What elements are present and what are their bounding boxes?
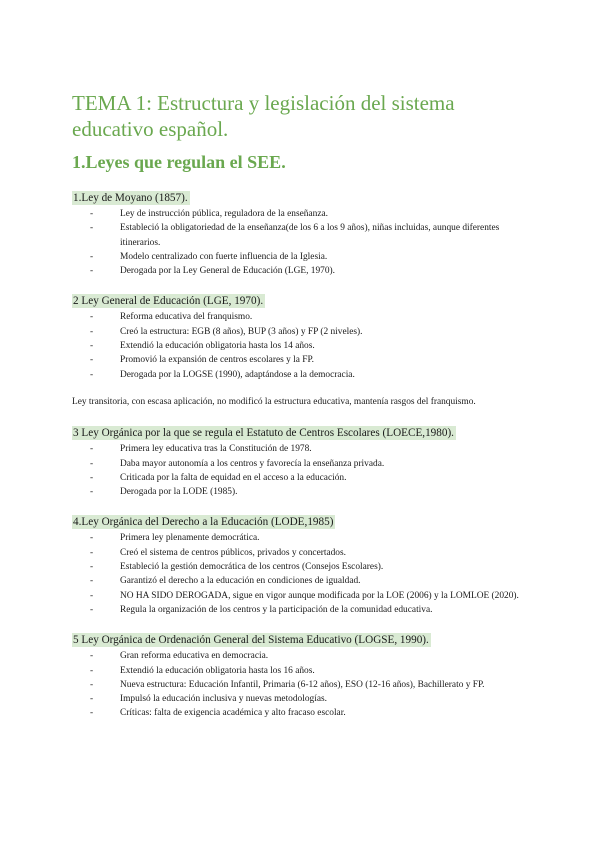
bullet-dash: - [90,533,94,544]
bullet-dash: - [90,576,94,587]
list-item-text: Extendió la educación obligatoria hasta los 14 años. [120,341,315,352]
bullet-dash: - [90,665,94,676]
transition-paragraph: Ley transitoria, con escasa aplicación, no modificó la estructura educativa, mantenía rasgos del franquismo. [72,396,476,407]
list-item-text: Extendió la educación obligatoria hasta los 16 años. [120,665,315,676]
law-section [72,188,532,278]
list-item [90,706,532,720]
list-item [90,310,532,324]
list-item [90,560,532,574]
list-item-text: Estableció la gestión democrática de los centros (Consejos Escolares). [120,562,384,573]
bullet-dash: - [90,266,94,277]
list-item [90,692,532,706]
list-item-text: Ley de instrucción pública, reguladora de la enseñanza. [120,209,328,219]
list-item [90,368,532,382]
list-item-text: Estableció la obligatoriedad de la enseñanza(de los 6 a los 9 años), niñas incluidas, aunque diferentes itinerarios. [120,223,500,248]
list-item [90,457,532,471]
bullet-dash: - [90,369,94,380]
list-item-text: Derogada por la LODE (1985). [120,487,238,498]
section-heading: 1.Leyes que regulan el SEE. [72,152,286,172]
law-section-header: 1.Ley de Moyano (1857). [73,192,188,204]
list-item-text: NO HA SIDO DEROGADA, sigue en vigor aunque modificada por la LOE (2006) y la LOMLOE (2020). [120,590,519,601]
list-item-text: Daba mayor autonomía a los centros y favorecía la enseñanza privada. [120,458,385,469]
list-item-text: Reforma educativa del franquismo. [120,312,253,323]
bullet-dash: - [90,458,94,469]
law-section [72,512,532,617]
list-item [90,678,532,692]
bullet-list [72,649,532,720]
list-item-text: Modelo centralizado con fuerte influencia de la Iglesia. [120,251,328,262]
list-item-text: Gran reforma educativa en democracia. [120,651,269,662]
list-item-text: Derogada por la Ley General de Educación (LGE, 1970). [120,266,336,277]
bullet-list [72,310,532,381]
law-section-header: 2 Ley General de Educación (LGE, 1970). [73,295,264,308]
list-item [90,531,532,545]
document-page [72,90,532,734]
list-item-text: Impulsó la educación inclusiva y nuevas metodologías. [120,694,327,705]
list-item-text: Creó la estructura: EGB (8 años), BUP (3 años) y FP (2 niveles). [120,326,363,337]
bullet-dash: - [90,209,94,219]
list-item [90,264,532,278]
bullet-dash: - [90,251,94,262]
law-section [72,423,532,499]
law-sections-group-1 [72,188,532,382]
list-item [90,353,532,367]
list-item [90,574,532,588]
bullet-dash: - [90,679,94,690]
bullet-dash: - [90,708,94,719]
law-sections-group-2 [72,423,532,720]
list-item [90,589,532,603]
list-item-text: Promovió la expansión de centros escolares y la FP. [120,355,314,366]
list-item-text: Primera ley plenamente democrática. [120,533,260,544]
list-item-text: Criticada por la falta de equidad en el acceso a la educación. [120,472,347,483]
bullet-dash: - [90,562,94,573]
bullet-list [72,531,532,617]
bullet-dash: - [90,547,94,558]
list-item [90,471,532,485]
bullet-dash: - [90,487,94,498]
law-section-header: 3 Ley Orgánica por la que se regula el Estatuto de Centros Escolares (LOECE,1980). [73,427,454,440]
bullet-dash: - [90,694,94,705]
list-item [90,664,532,678]
list-item [90,207,532,221]
bullet-dash: - [90,355,94,366]
bullet-dash: - [90,223,94,234]
bullet-dash: - [90,326,94,337]
law-section [72,291,532,381]
law-section-header: 5 Ley Orgánica de Ordenación General del Sistema Educativo (LOGSE, 1990). [73,634,429,647]
bullet-dash: - [90,604,94,615]
list-item [90,546,532,560]
list-item-text: Derogada por la LOGSE (1990), adaptándose a la democracia. [120,369,355,380]
bullet-dash: - [90,341,94,352]
list-item [90,221,532,250]
list-item-text: Nueva estructura: Educación Infantil, Primaria (6-12 años), ESO (12-16 años), Bachillerato y FP. [120,679,485,690]
bullet-list [72,442,532,499]
bullet-dash: - [90,651,94,662]
list-item-text: Garantizó el derecho a la educación en condiciones de igualdad. [120,576,361,587]
list-item-text: Regula la organización de los centros y la participación de la comunidad educativa. [120,604,433,615]
list-item-text: Creó el sistema de centros públicos, privados y concertados. [120,547,346,558]
bullet-dash: - [90,590,94,601]
list-item [90,339,532,353]
bullet-dash: - [90,472,94,483]
bullet-dash: - [90,312,94,323]
list-item [90,250,532,264]
list-item [90,442,532,456]
law-section-header: 4.Ley Orgánica del Derecho a la Educación (LODE,1985) [73,516,334,529]
list-item [90,649,532,663]
list-item [90,325,532,339]
law-section [72,630,532,720]
list-item [90,603,532,617]
list-item-text: Primera ley educativa tras la Constitución de 1978. [120,444,312,455]
list-item-text: Críticas: falta de exigencia académica y alto fracaso escolar. [120,708,346,719]
list-item [90,485,532,499]
document-title: TEMA 1: Estructura y legislación del sistema educativo español. [72,91,455,141]
bullet-dash: - [90,444,94,455]
bullet-list [72,207,532,278]
